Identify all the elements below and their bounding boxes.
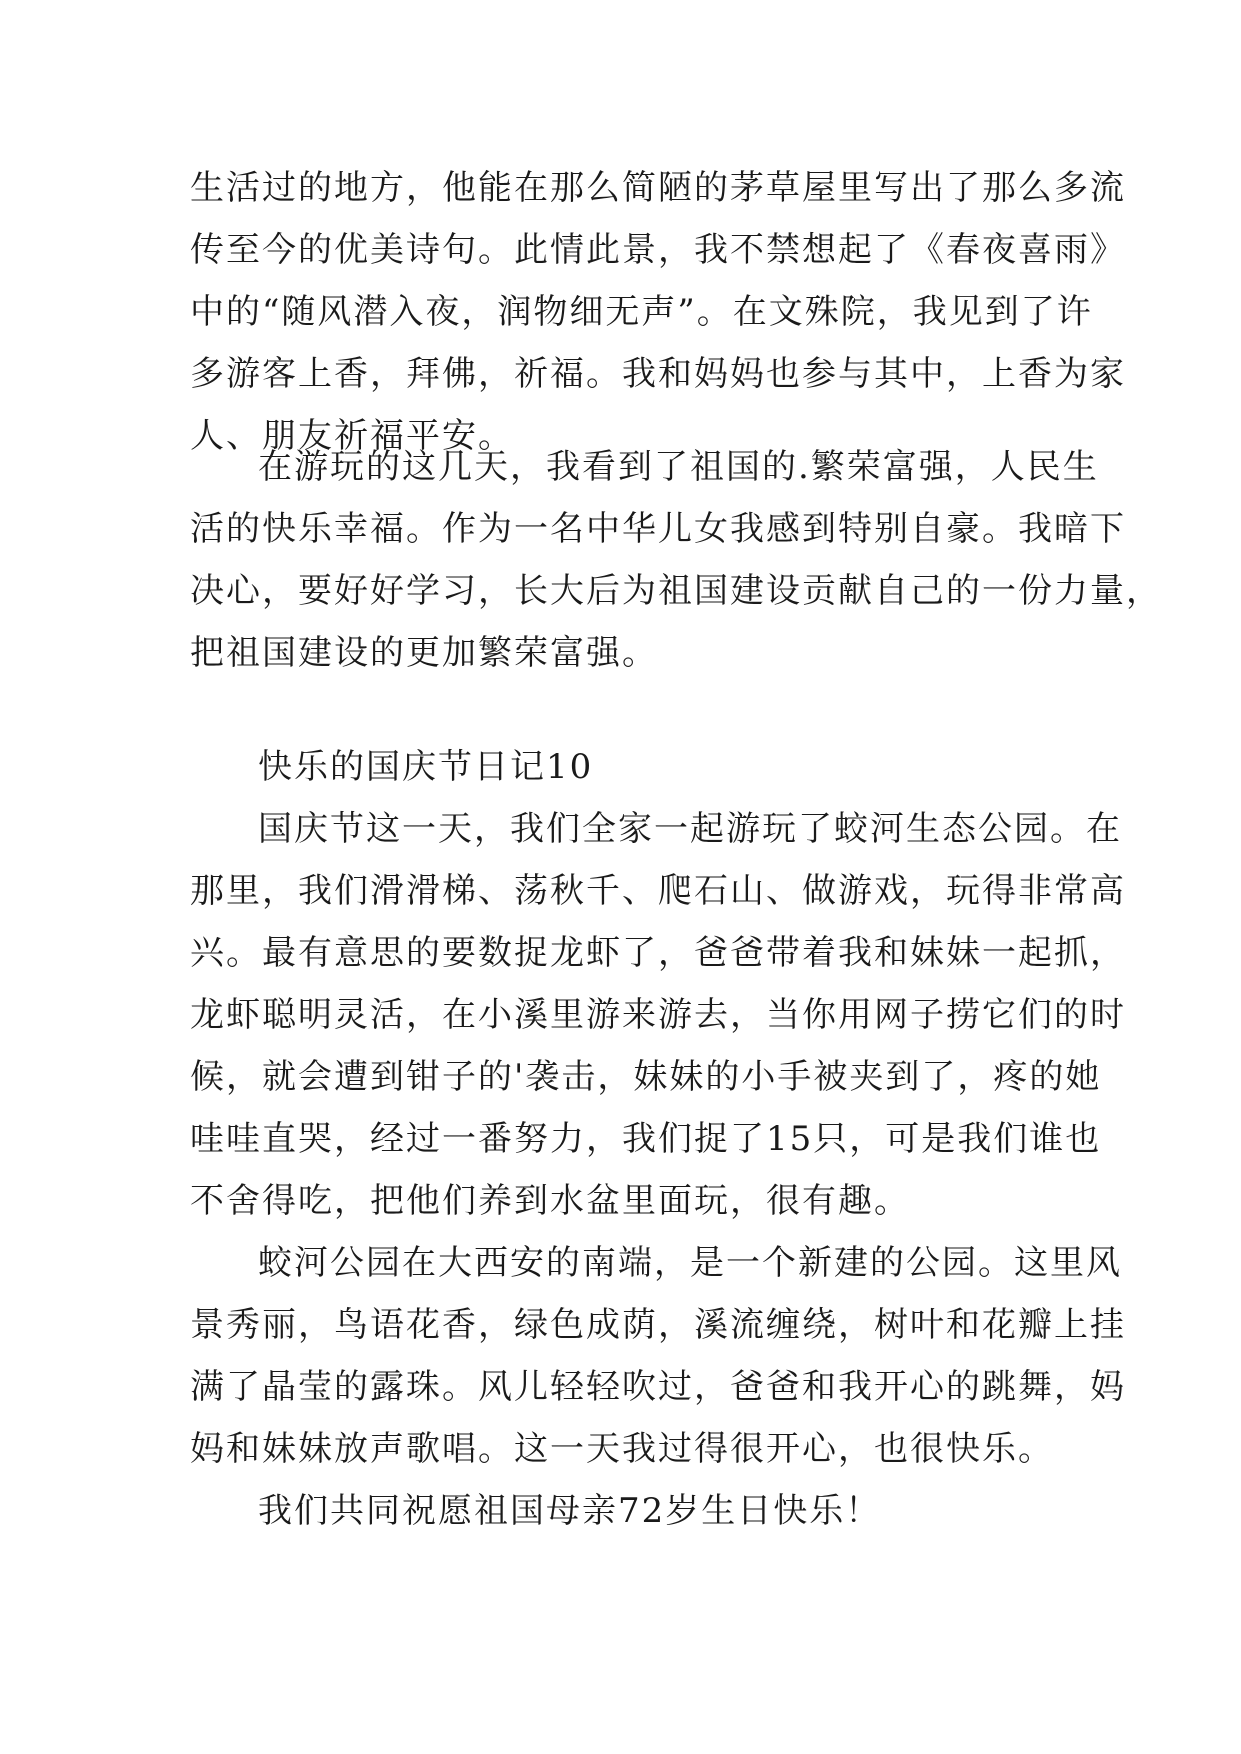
- text-line: 在游玩的这几天，我看到了祖国的.繁荣富强，人民生: [258, 447, 1099, 487]
- text-line: 满了晶莹的露珠。风儿轻轻吹过，爸爸和我开心的跳舞，妈: [190, 1367, 1126, 1407]
- text-line: 兴。最有意思的要数捉龙虾了，爸爸带着我和妹妹一起抓，: [190, 933, 1126, 973]
- text-line: 决心，要好好学习，长大后为祖国建设贡献自己的一份力量，: [190, 571, 1162, 611]
- text-line: 蛟河公园在大西安的南端，是一个新建的公园。这里风: [258, 1243, 1122, 1283]
- text-line: 不舍得吃，把他们养到水盆里面玩，很有趣。: [190, 1181, 910, 1221]
- text-line: 妈和妹妹放声歌唱。这一天我过得很开心，也很快乐。: [190, 1429, 1054, 1469]
- text-line: 把祖国建设的更加繁荣富强。: [190, 633, 658, 673]
- paragraph-prosperity: [190, 436, 1162, 684]
- text-line: 龙虾聪明灵活，在小溪里游来游去，当你用网子捞它们的时: [190, 995, 1126, 1035]
- text-line: 那里，我们滑滑梯、荡秋千、爬石山、做游戏，玩得非常高: [190, 871, 1126, 911]
- text-line: 活的快乐幸福。作为一名中华儿女我感到特别自豪。我暗下: [190, 509, 1126, 549]
- text-line: 传至今的优美诗句。此情此景，我不禁想起了《春夜喜雨》: [190, 230, 1126, 270]
- text-line: 景秀丽，鸟语花香，绿色成荫，溪流缠绕，树叶和花瓣上挂: [190, 1305, 1126, 1345]
- text-line: 国庆节这一天，我们全家一起游玩了蛟河生态公园。在: [258, 809, 1122, 849]
- text-line: 候，就会遭到钳子的'袭击，妹妹的小手被夹到了，疼的她: [190, 1057, 1102, 1097]
- text-line: 哇哇直哭，经过一番努力，我们捉了15只，可是我们谁也: [190, 1119, 1102, 1159]
- text-line: 中的“随风潜入夜，润物细无声”。在文殊院，我见到了许: [190, 292, 1093, 332]
- section-title: 快乐的国庆节日记10: [258, 747, 594, 787]
- text-line: 人、朋友祈福平安。: [190, 416, 514, 456]
- text-line: 我们共同祝愿祖国母亲72岁生日快乐！: [258, 1491, 882, 1531]
- text-line: 生活过的地方，他能在那么简陋的茅草屋里写出了那么多流: [190, 168, 1126, 208]
- diary-entry: [190, 736, 1126, 1542]
- text-line: 多游客上香，拜佛，祈福。我和妈妈也参与其中，上香为家: [190, 354, 1126, 394]
